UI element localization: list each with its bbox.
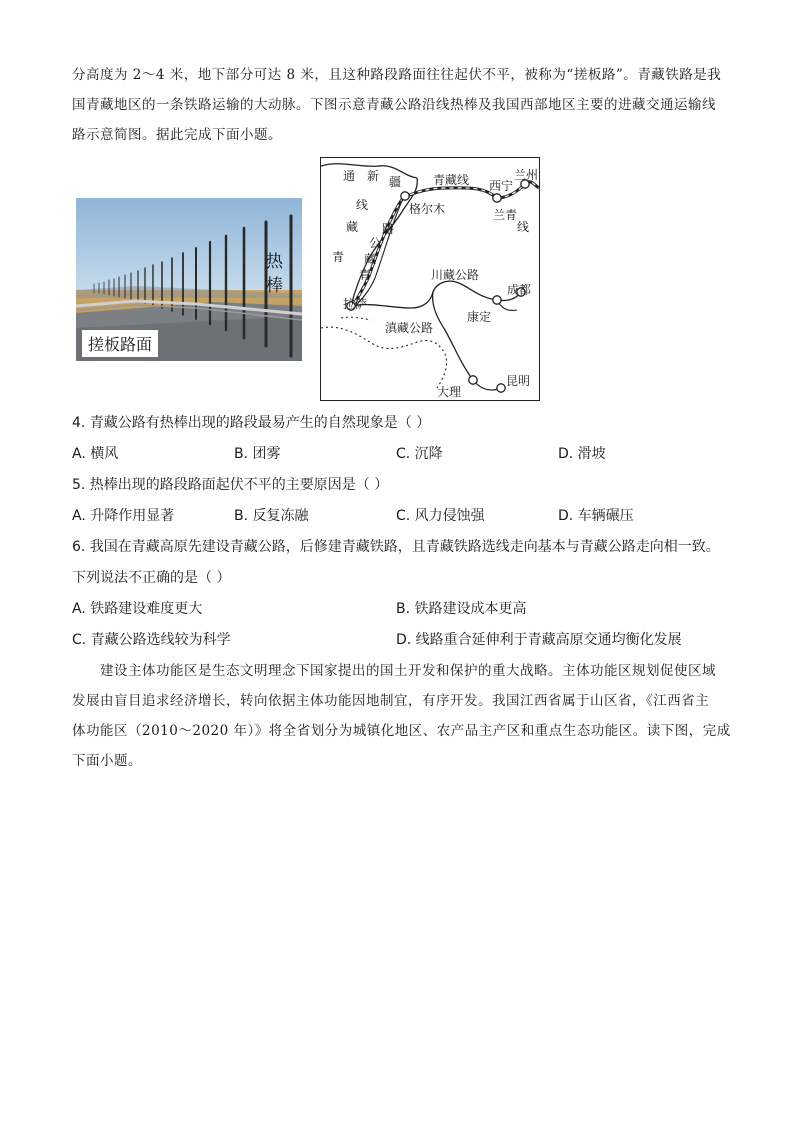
map-label-qing2-vertical: 青	[358, 268, 371, 282]
question-6-stem-line-2: 下列说法不正确的是（ ）	[72, 570, 231, 586]
question-5-option-b[interactable]: B. 反复冻融	[234, 508, 309, 524]
map-label-zang2-vertical: 藏	[363, 252, 376, 266]
map-label-tong: 通	[343, 169, 356, 183]
question-6-option-d[interactable]: D. 线路重合延伸利于青藏高原交通均衡化发展	[396, 632, 682, 648]
question-5-option-a[interactable]: A. 升降作用显著	[72, 508, 175, 524]
question-6-option-a[interactable]: A. 铁路建设难度更大	[72, 601, 203, 617]
map-label-lasa: 拉萨	[343, 297, 368, 311]
hot-rod-label: 热棒	[266, 252, 283, 296]
map-label-dianzang-highway: 滇藏公路	[385, 321, 434, 335]
hot-rod-photo	[76, 198, 302, 361]
tibet-transport-map	[320, 157, 540, 401]
map-label-xin: 新	[367, 169, 380, 183]
map-label-gong-vertical: 公	[368, 236, 381, 250]
map-label-lanqing-xian: 线	[517, 220, 530, 234]
map-label-chuanzang-highway: 川藏公路	[431, 268, 480, 282]
map-label-xining: 西宁	[489, 179, 514, 193]
map-label-lu-vertical: 路	[381, 222, 394, 236]
intro-paragraph	[72, 60, 724, 150]
map-label-kunming: 昆明	[506, 374, 531, 388]
outro-line: 体功能区（2010～2020 年）》将全省划分为城镇化地区、农产品主产区和重点生态功能区。读下图，完成	[72, 723, 731, 739]
question-4-stem: 4. 青藏公路有热棒出现的路段最易产生的自然现象是（ ）	[72, 415, 431, 431]
outro-line: 发展由盲目追求经济增长，转向依据主体功能因地制宜，有序开发。我国江西省属于山区省，《江西省主	[72, 693, 710, 709]
washboard-road-label: 搓板路面	[82, 330, 158, 357]
transport-route-lines	[321, 158, 539, 400]
outro-paragraph	[72, 656, 731, 776]
question-6-option-c[interactable]: C. 青藏公路选线较为科学	[72, 632, 231, 648]
question-5-stem: 5. 热棒出现的路段路面起伏不平的主要原因是（ ）	[72, 477, 389, 493]
map-label-lanqing: 兰青	[493, 208, 518, 222]
outro-line: 下面小题。	[72, 753, 142, 769]
question-6-option-b[interactable]: B. 铁路建设成本更高	[396, 601, 527, 617]
map-label-geermu: 格尔木	[409, 202, 446, 216]
intro-line: 分高度为 2～4 米，地下部分可达 8 米，且这种路段路面往往起伏不平，被称为“搓板路”。青藏铁路是我	[72, 67, 722, 83]
map-label-lanzhou: 兰州	[514, 168, 539, 182]
map-label-kangding: 康定	[467, 310, 492, 324]
question-5-option-c[interactable]: C. 风力侵蚀强	[396, 508, 485, 524]
question-5-option-d[interactable]: D. 车辆碾压	[558, 508, 634, 524]
question-6-stem-line-1: 6. 我国在青藏高原先建设青藏公路，后修建青藏铁路，且青藏铁路选线走向基本与青藏公路走向相一致。	[72, 539, 720, 555]
map-label-qingzang-railway: 青藏线	[433, 173, 470, 187]
intro-line: 路示意简图。据此完成下面小题。	[72, 127, 282, 143]
map-label-zang-vertical: 藏	[345, 220, 358, 234]
outro-line: 建设主体功能区是生态文明理念下国家提出的国土开发和保护的重大战略。主体功能区规划促使区域	[100, 663, 716, 679]
question-4-option-a[interactable]: A. 横风	[72, 446, 119, 462]
intro-line: 国青藏地区的一条铁路运输的大动脉。下图示意青藏公路沿线热棒及我国西部地区主要的进藏交通运输线	[72, 97, 716, 113]
map-label-dali: 大理	[437, 385, 462, 399]
map-label-jiang: 疆	[389, 175, 402, 189]
map-label-chengdu: 成都	[507, 283, 532, 297]
map-label-xian-vertical: 线	[355, 198, 368, 212]
question-4-option-c[interactable]: C. 沉降	[396, 446, 443, 462]
question-4-option-d[interactable]: D. 滑坡	[558, 446, 606, 462]
question-4-option-b[interactable]: B. 团雾	[234, 446, 281, 462]
map-label-qing-vertical: 青	[331, 250, 344, 264]
